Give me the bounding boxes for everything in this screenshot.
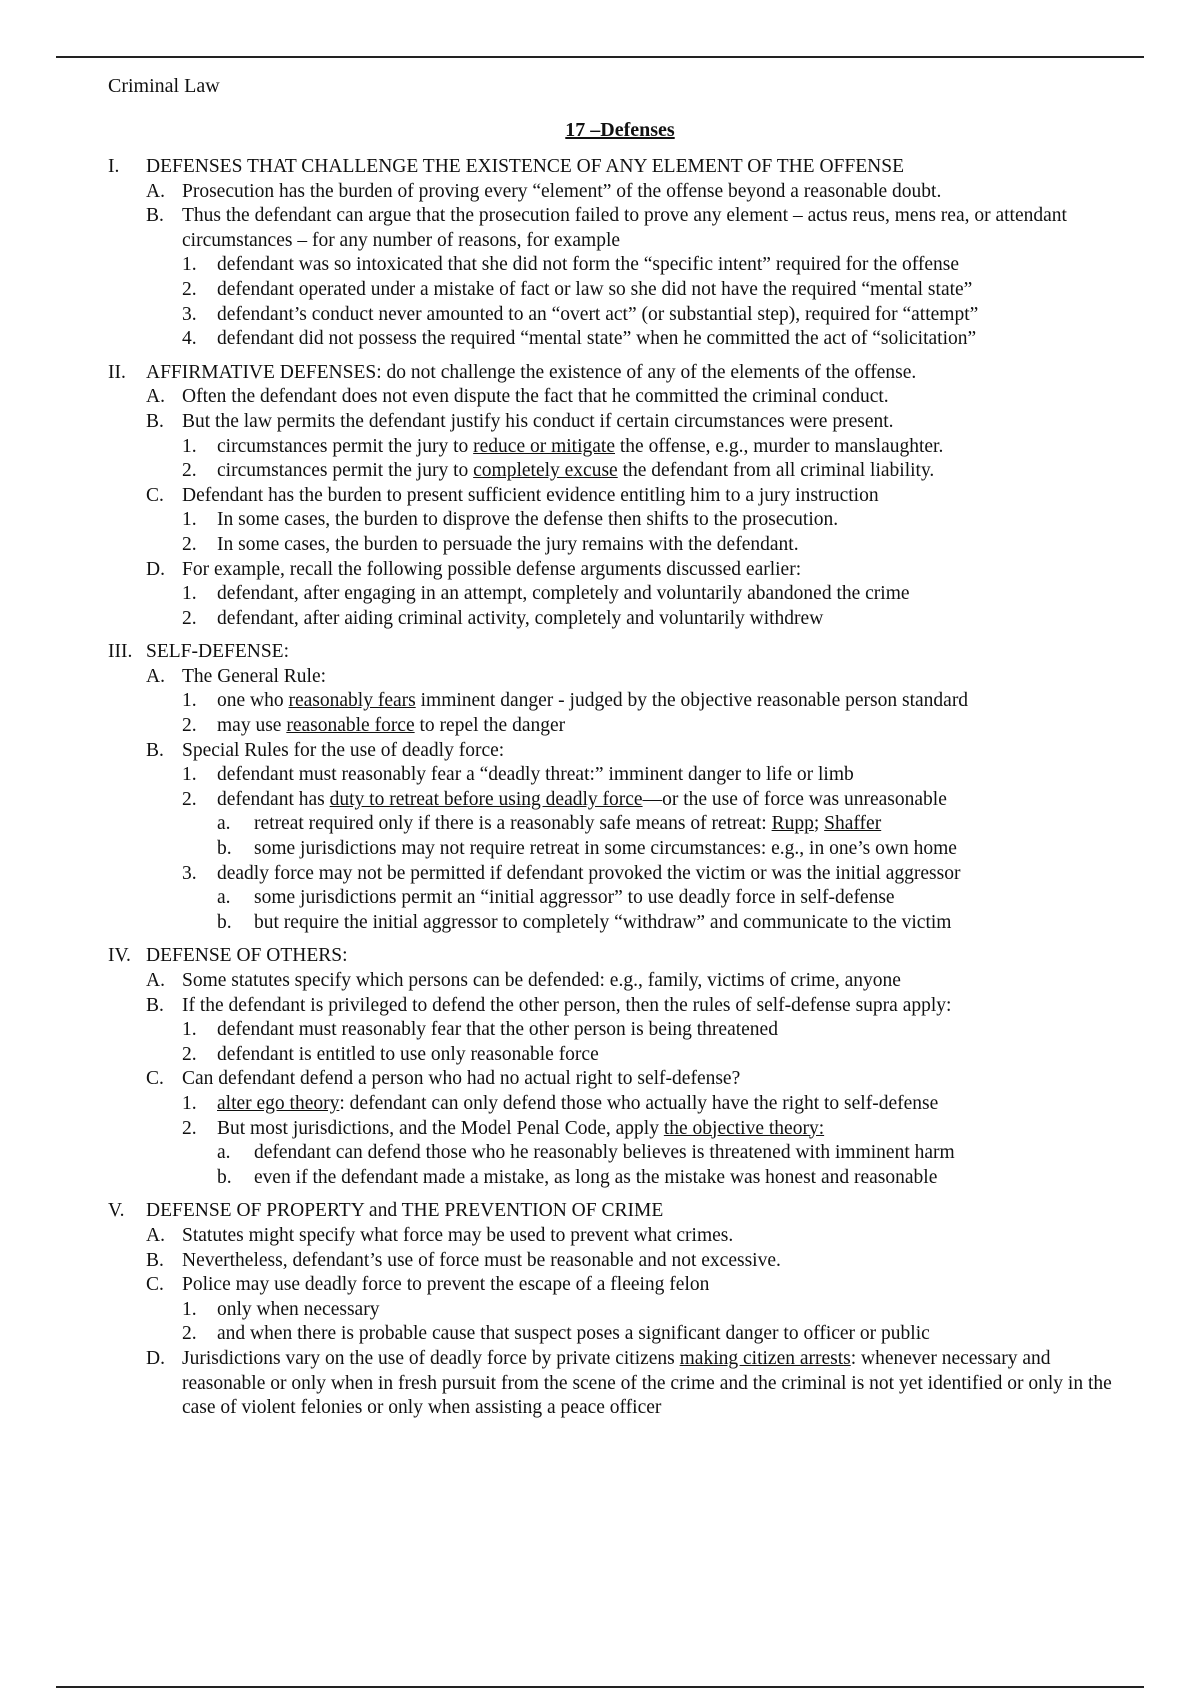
item-text: Thus the defendant can argue that the prosecution failed to prove any element – actus reus, mens rea, or attendant circumstances – for any number of reasons, for example: [182, 205, 1067, 251]
item-text: But most jurisdictions, and the Model Penal Code, apply: [217, 1117, 664, 1139]
underlined-term: completely excuse: [473, 460, 618, 482]
item-text: defendant can defend those who he reasonably believes is threatened with imminent harm: [254, 1142, 955, 1164]
outline-marker: B.: [146, 1249, 164, 1271]
outline-marker: 2.: [182, 788, 197, 810]
outline-marker: 1.: [182, 509, 197, 531]
item-text: defendant, after engaging in an attempt, completely and voluntarily abandoned the crime: [217, 583, 910, 605]
item-text: For example, recall the following possible defense arguments discussed earlier:: [182, 558, 802, 580]
list-item: [0, 1249, 1200, 1274]
list-item: [0, 1117, 1200, 1142]
list-item: [0, 1067, 1200, 1092]
item-text: circumstances permit the jury to: [217, 435, 474, 457]
item-text: defendant operated under a mistake of fact or law so she did not have the required “mental state”: [217, 278, 973, 300]
list-item: [0, 886, 1200, 911]
item-text: Can defendant defend a person who had no actual right to self-defense?: [182, 1068, 741, 1090]
item-text: some jurisdictions permit an “initial aggressor” to use deadly force in self-defense: [254, 887, 895, 909]
outline-marker: a.: [217, 813, 231, 835]
item-text: defendant, after aiding criminal activity, completely and voluntarily withdrew: [217, 607, 824, 629]
heading-text: SELF-DEFENSE:: [146, 641, 290, 663]
outline-marker: C.: [146, 1274, 164, 1296]
list-item: [0, 689, 1200, 714]
section-heading: [0, 1199, 1200, 1224]
item-text: defendant was so intoxicated that she did not form the “specific intent” required for the offense: [217, 254, 960, 276]
outline-marker: 2.: [182, 607, 197, 629]
item-text: —or the use of force was unreasonable: [642, 788, 947, 810]
item-text: even if the defendant made a mistake, as long as the mistake was honest and reasonable: [254, 1166, 938, 1188]
outline-marker: D.: [146, 1347, 165, 1369]
item-text: Some statutes specify which persons can be defended: e.g., family, victims of crime, anyone: [182, 970, 901, 991]
outline-marker: A.: [146, 386, 165, 408]
section-heading: [0, 640, 1200, 665]
list-item: [0, 665, 1200, 690]
outline-marker: A.: [146, 970, 165, 991]
underlined-term: duty to retreat before using deadly force: [329, 788, 643, 810]
heading-text: AFFIRMATIVE DEFENSES: do not challenge the existence of any of the elements of the offense.: [146, 361, 917, 383]
underlined-term: reasonably fears: [288, 690, 416, 712]
outline-marker: 1.: [182, 1019, 197, 1041]
outline-marker: B.: [146, 205, 164, 227]
list-item: [0, 607, 1200, 632]
outline-marker: A.: [146, 1224, 165, 1246]
outline-marker: 2.: [182, 1323, 197, 1345]
top-rule: [56, 56, 1144, 58]
item-text: If the defendant is privileged to defend the other person, then the rules of self-defense supra apply:: [182, 994, 952, 1016]
item-text: defendant must reasonably fear a “deadly threat:” imminent danger to life or limb: [217, 764, 854, 786]
outline-marker: V.: [108, 1200, 125, 1222]
list-item: [0, 1166, 1200, 1191]
list-item: [0, 1273, 1200, 1298]
case-citation: Shaffer: [824, 813, 882, 835]
outline-marker: C.: [146, 1068, 164, 1090]
item-text: Often the defendant does not even dispute the fact that he committed the criminal conduct.: [182, 386, 889, 408]
list-item: [0, 788, 1200, 813]
list-item: [0, 969, 1200, 994]
outline-marker: C.: [146, 484, 164, 506]
outline-marker: b.: [217, 1166, 232, 1188]
item-text: may use: [217, 715, 287, 737]
list-item: [0, 253, 1200, 278]
list-item: [0, 837, 1200, 862]
list-item: [0, 180, 1200, 205]
item-text: Police may use deadly force to prevent the escape of a fleeing felon: [182, 1274, 710, 1296]
outline-marker: b.: [217, 838, 232, 860]
item-text: only when necessary: [217, 1298, 380, 1320]
heading-text: DEFENSE OF OTHERS:: [146, 945, 348, 967]
list-item: [0, 994, 1200, 1019]
list-item: [0, 763, 1200, 788]
section-heading: [0, 944, 1200, 969]
outline-marker: 1.: [182, 583, 197, 605]
section-1: [0, 155, 1200, 352]
outline-marker: 1.: [182, 690, 197, 712]
item-text: the defendant from all criminal liability.: [617, 460, 935, 482]
list-item: [0, 558, 1200, 583]
item-text: deadly force may not be permitted if defendant provoked the victim or was the initial aggressor: [217, 862, 961, 884]
list-item: [0, 1347, 1130, 1421]
item-text: : defendant can only defend those who actually have the right to self-defense: [339, 1092, 939, 1114]
list-item: [0, 1298, 1200, 1323]
item-text: one who: [217, 690, 289, 712]
section-5: [0, 1199, 1200, 1420]
outline-marker: IV.: [108, 945, 131, 967]
item-text: Special Rules for the use of deadly force:: [182, 739, 505, 761]
underlined-term: reasonable force: [286, 715, 415, 737]
outline-marker: 2.: [182, 278, 197, 300]
outline-marker: D.: [146, 558, 165, 580]
item-text: In some cases, the burden to persuade the jury remains with the defendant.: [217, 533, 799, 555]
list-item: [0, 385, 1200, 410]
list-item: [0, 1141, 1200, 1166]
list-item: [0, 204, 1130, 253]
outline: [0, 155, 1200, 1430]
item-text: ;: [813, 813, 825, 835]
outline-marker: B.: [146, 739, 164, 761]
outline-marker: 1.: [182, 254, 197, 276]
outline-marker: 2.: [182, 533, 197, 555]
item-text: the offense, e.g., murder to manslaughter.: [615, 435, 944, 457]
list-item: [0, 1018, 1200, 1043]
list-item: [0, 459, 1200, 484]
heading-text: DEFENSES THAT CHALLENGE THE EXISTENCE OF ANY ELEMENT OF THE OFFENSE: [146, 156, 904, 177]
outline-marker: I.: [108, 156, 120, 177]
list-item: [0, 484, 1200, 509]
item-text: defendant must reasonably fear that the other person is being threatened: [217, 1019, 778, 1041]
item-text: Statutes might specify what force may be used to prevent what crimes.: [182, 1224, 734, 1246]
item-text: : whenever necessary and reasonable or only when in fresh pursuit from the scene of the crime and the criminal is not yet identified or only in the case of violent felonies or only when assisting a peace officer: [182, 1347, 1112, 1419]
case-citation: Rupp: [771, 813, 814, 835]
list-item: [0, 278, 1200, 303]
item-text: and when there is probable cause that suspect poses a significant danger to officer or public: [217, 1323, 930, 1345]
list-item: [0, 327, 1200, 352]
list-item: [0, 410, 1200, 435]
outline-marker: a.: [217, 1142, 231, 1164]
item-text: defendant is entitled to use only reasonable force: [217, 1043, 599, 1065]
item-text: defendant’s conduct never amounted to an “overt act” (or substantial step), required for “attempt”: [217, 303, 979, 325]
list-item: [0, 1224, 1200, 1249]
outline-marker: 1.: [182, 1298, 197, 1320]
section-heading: [0, 155, 1200, 180]
outline-marker: 3.: [182, 303, 197, 325]
underlined-term: reduce or mitigate: [473, 435, 615, 457]
item-text: retreat required only if there is a reasonably safe means of retreat:: [254, 813, 772, 835]
item-text: Prosecution has the burden of proving every “element” of the offense beyond a reasonable doubt.: [182, 180, 942, 202]
list-item: [0, 508, 1200, 533]
list-item: [0, 1322, 1200, 1347]
outline-marker: A.: [146, 665, 165, 687]
outline-marker: B.: [146, 410, 164, 432]
list-item: [0, 303, 1200, 328]
section-4: [0, 944, 1200, 1190]
outline-marker: B.: [146, 994, 164, 1016]
item-text: Defendant has the burden to present sufficient evidence entitling him to a jury instruction: [182, 484, 879, 506]
outline-marker: 2.: [182, 1117, 197, 1139]
section-heading: [0, 361, 1200, 386]
outline-marker: 3.: [182, 862, 197, 884]
outline-marker: 1.: [182, 1092, 197, 1114]
item-text: Nevertheless, defendant’s use of force must be reasonable and not excessive.: [182, 1249, 781, 1271]
bottom-rule: [56, 1686, 1144, 1688]
item-text: some jurisdictions may not require retreat in some circumstances: e.g., in one’s own home: [254, 838, 957, 860]
list-item: [0, 739, 1200, 764]
course-name: Criminal Law: [108, 75, 220, 97]
outline-marker: A.: [146, 180, 165, 202]
item-text: circumstances permit the jury to: [217, 460, 474, 482]
outline-marker: II.: [108, 361, 126, 383]
outline-marker: 1.: [182, 435, 197, 457]
underlined-term: making citizen arrests: [679, 1347, 851, 1369]
list-item: [0, 812, 1200, 837]
section-3: [0, 640, 1200, 935]
item-text: But the law permits the defendant justify his conduct if certain circumstances were present.: [182, 410, 894, 432]
outline-marker: b.: [217, 911, 232, 933]
outline-marker: a.: [217, 887, 231, 909]
heading-text: DEFENSE OF PROPERTY and THE PREVENTION OF CRIME: [146, 1200, 664, 1222]
outline-marker: 1.: [182, 764, 197, 786]
list-item: [0, 714, 1200, 739]
list-item: [0, 435, 1200, 460]
item-text: defendant has: [217, 788, 330, 810]
underlined-term: the objective theory:: [663, 1117, 825, 1139]
item-text: Jurisdictions vary on the use of deadly force by private citizens: [182, 1347, 680, 1369]
list-item: [0, 582, 1200, 607]
page-title: 17 –Defenses: [565, 119, 675, 141]
list-item: [0, 862, 1200, 887]
outline-marker: 2.: [182, 715, 197, 737]
section-2: [0, 361, 1200, 632]
item-text: The General Rule:: [182, 665, 327, 687]
list-item: [0, 1043, 1200, 1068]
item-text: to repel the danger: [414, 715, 566, 737]
list-item: [0, 533, 1200, 558]
list-item: [0, 911, 1200, 936]
item-text: imminent danger - judged by the objective reasonable person standard: [415, 690, 969, 712]
outline-marker: 2.: [182, 460, 197, 482]
outline-marker: III.: [108, 641, 133, 663]
outline-marker: 4.: [182, 328, 197, 350]
item-text: but require the initial aggressor to completely “withdraw” and communicate to the victim: [254, 911, 952, 933]
underlined-term: alter ego theory: [217, 1092, 340, 1114]
outline-marker: 2.: [182, 1043, 197, 1065]
item-text: defendant did not possess the required “mental state” when he committed the act of “solicitation”: [217, 328, 977, 350]
list-item: [0, 1092, 1200, 1117]
item-text: In some cases, the burden to disprove the defense then shifts to the prosecution.: [217, 509, 839, 531]
